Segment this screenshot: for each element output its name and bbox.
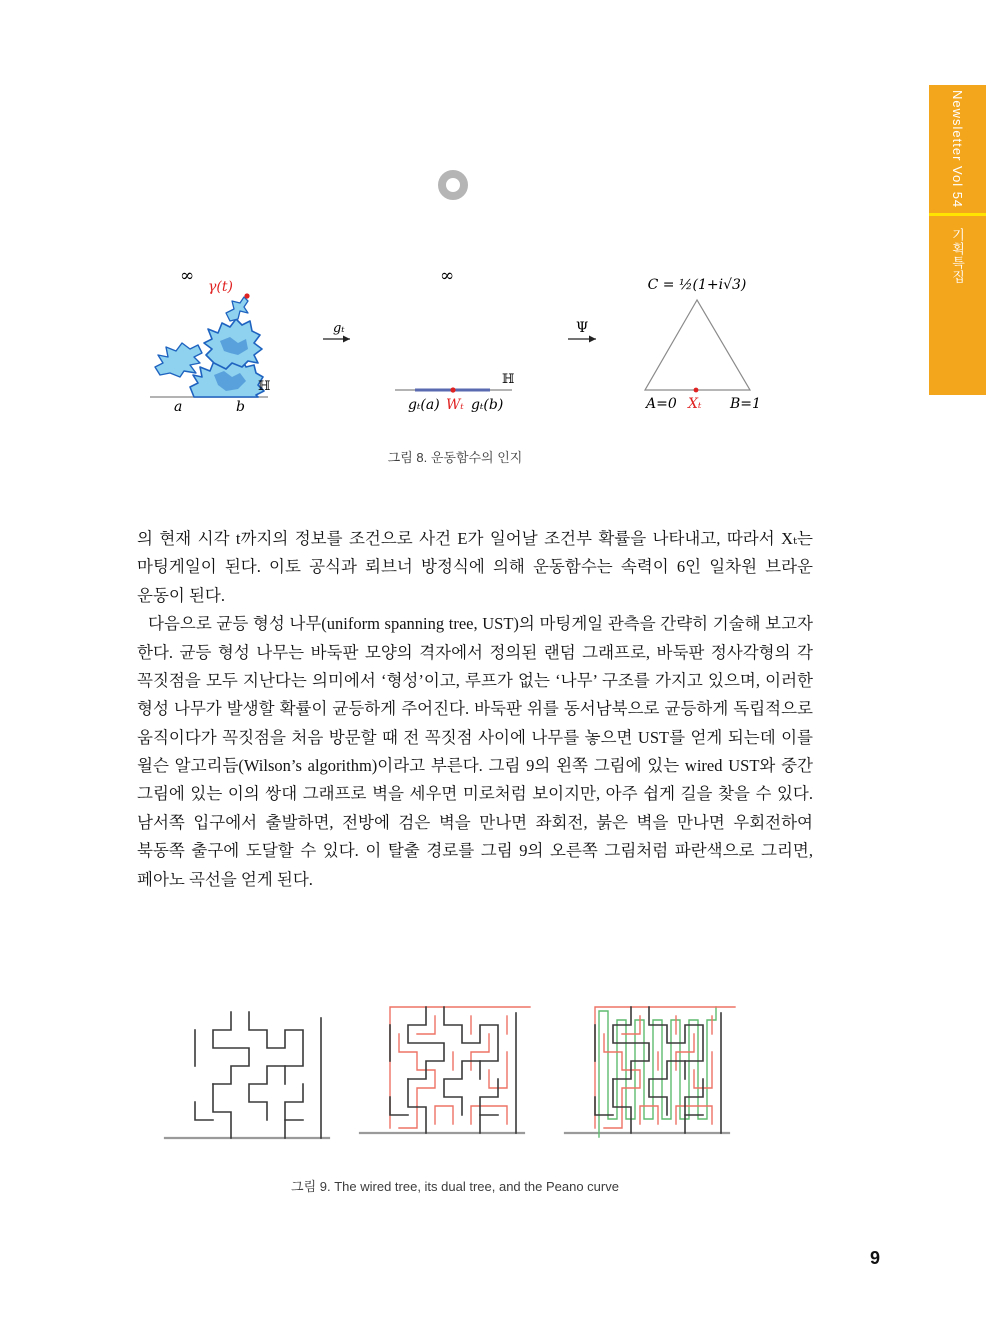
gt-b-label: gₜ(b) xyxy=(471,397,504,413)
psi-arrow-label: Ψ xyxy=(576,320,589,336)
page-number: 9 xyxy=(870,1248,881,1268)
half-plane-symbol: ℍ xyxy=(258,379,271,394)
gamma-t-label: γ(t) xyxy=(208,279,233,295)
side-tabs xyxy=(929,85,986,395)
wired-tree-wall xyxy=(408,1007,444,1079)
vertex-B-label: B=1 xyxy=(730,396,761,412)
sle-trace-left-arm xyxy=(155,343,202,377)
gt-arrow-label: gₜ xyxy=(333,321,345,336)
wired-tree-wall xyxy=(390,1097,408,1115)
figure8-map-psi xyxy=(568,320,596,343)
figure8-driving-function xyxy=(130,255,790,430)
sle-trace-tip xyxy=(226,297,248,321)
psi-arrow-head xyxy=(589,336,596,343)
figure8-panel3 xyxy=(644,277,761,412)
wired-tree-wall xyxy=(685,1115,703,1133)
trace-tip-point xyxy=(244,293,249,298)
dual-tree-wall xyxy=(399,1034,435,1106)
figure8-caption: 그림 8. 운동함수의 인지 xyxy=(387,450,523,465)
point-b-label: b xyxy=(236,399,245,415)
section-label: 기획특집 xyxy=(950,228,965,284)
half-plane-symbol-2: ℍ xyxy=(502,372,515,387)
donut-ornament-icon xyxy=(438,170,468,200)
wired-tree-wall xyxy=(285,1084,303,1120)
driving-point xyxy=(450,387,455,392)
gt-a-label: gₜ(a) xyxy=(408,397,440,413)
wired-tree-wall xyxy=(213,1012,249,1084)
dual-tree-wall xyxy=(640,1106,658,1124)
Xt-point xyxy=(694,388,699,393)
figure8-map-gt xyxy=(323,321,350,343)
figure9-peano-curve-maze xyxy=(560,995,740,1145)
figure8-panel1 xyxy=(150,266,270,415)
section-tab xyxy=(929,216,986,395)
Xt-label: Xₜ xyxy=(688,396,702,412)
wired-tree-wall xyxy=(195,1102,213,1120)
figure8-panel2 xyxy=(395,266,514,413)
infinity-symbol-2: ∞ xyxy=(440,266,455,286)
paragraph-2: 다음으로 균등 형성 나무(uniform spanning tree, UST)의 마팅게일 관측을 간략히 기술해 보고자 한다. 균등 형성 나무는 바둑판 모양의 격자에서 정의된 랜덤 그래프로, 바둑판 정사각형의 각 꼭짓점을 모두 지난다는 의미에서 ‘형성’이고, 루프가 없는 ‘나무’ 구조를 가지고 있으며, 이러한 형성 나무가 발생할 확률이 균등하게 주어진다. 바둑판 위를 동서남북으로 균등하게 독립적으로 움직이다가 꼭짓점을 처음 방문할 때 전 꼭짓점 사이에 나무를 놓으면 UST를 얻게 되는데 이를 윌슨 알고리듬(Wilson’s algorithm)이라고 부른다. 그림 9의 왼쪽 그림에 있는 wired UST와 중간 그림에 있는 이의 쌍대 그래프로 벽을 세우면 미로처럼 보이지만, 아주 쉽게 길을 찾을 수 있다. 남서쪽 입구에서 출발하면, 전방에 검은 벽을 만나면 좌회전, 붉은 벽을 만나면 우회전하여 북동쪽 출구에 도달할 수 있다. 이 탈출 경로를 그림 9의 오른쪽 그림처럼 파란색으로 그리면, 페아노 곡선을 얻게 된다. xyxy=(137,614,813,889)
gt-arrow-head xyxy=(343,336,350,343)
wired-tree-wall xyxy=(249,1012,303,1120)
dual-tree-wall xyxy=(399,1106,417,1128)
paragraph-1: 의 현재 시각 t까지의 정보를 조건으로 사건 E가 일어날 조건부 확률을 나타내고, 따라서 Xₜ는 마팅게일이 된다. 이토 공식과 뢰브너 방정식에 의해 운동함수는 속력이 6인 일차원 브라운 운동이 된다. xyxy=(137,529,813,605)
figure9-wired-tree-maze xyxy=(160,1000,340,1150)
wired-tree-wall xyxy=(285,1120,303,1138)
infinity-symbol: ∞ xyxy=(180,266,195,286)
wired-tree-wall xyxy=(480,1115,498,1133)
Wt-label: Wₜ xyxy=(446,397,464,413)
vertex-C-label: C = ½(1+i√3) xyxy=(647,277,747,293)
dual-tree-wall xyxy=(604,1106,622,1128)
article-body xyxy=(137,525,813,894)
wired-tree-wall xyxy=(213,1084,231,1138)
point-a-label: a xyxy=(174,399,183,415)
wired-tree-wall xyxy=(595,1097,613,1115)
figure9-dual-tree-maze xyxy=(355,995,535,1145)
newsletter-volume-tab xyxy=(929,85,986,213)
vertex-A-label: A=0 xyxy=(646,396,677,412)
newsletter-volume-label: Newsletter Vol 54 xyxy=(950,89,965,209)
dual-tree-wall xyxy=(435,1106,453,1124)
triangle xyxy=(645,300,750,390)
figure9-caption: 그림 9. The wired tree, its dual tree, and the Peano curve xyxy=(291,1179,619,1194)
